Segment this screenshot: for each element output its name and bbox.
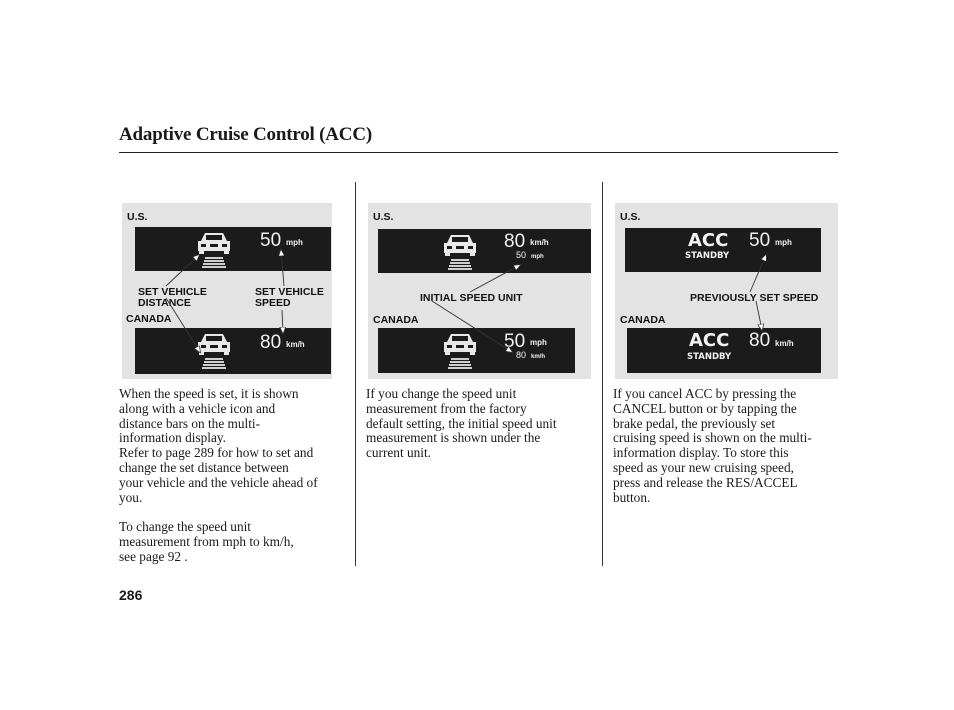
canada-display-screen: [378, 328, 575, 373]
us-display-screen: [135, 227, 331, 271]
display-panel-1: [122, 203, 332, 379]
canada-speed-value: 80: [749, 330, 771, 351]
vehicle-icon: [195, 330, 233, 372]
us-speed-value: 50: [749, 230, 771, 251]
us-label: U.S.: [620, 211, 641, 223]
column-3-text: If you cancel ACC by pressing the CANCEL button or by tapping the brake pedal, the previously set cruising speed is shown on the multi- information display. To store this speed as your new cruising speed, press and release the RES/ACCEL button.: [613, 386, 812, 505]
acc-text: ACC: [689, 330, 730, 351]
us-display-screen: [378, 229, 591, 273]
us-speed-unit: km/h: [530, 238, 549, 247]
distance-bars-icon: [448, 259, 472, 270]
distance-bars-icon: [202, 257, 226, 268]
callout-initial-speed-unit: INITIAL SPEED UNIT: [420, 292, 523, 304]
us-speed-unit: mph: [775, 238, 792, 247]
canada-display-screen: [627, 328, 821, 373]
callout-set-vehicle-distance: SET VEHICLE DISTANCE: [138, 286, 207, 309]
canada-sub-speed-unit: km/h: [531, 354, 546, 360]
acc-text: ACC: [688, 230, 729, 251]
column-2-text: If you change the speed unit measurement from the factory default setting, the initial speed unit measurement is shown under the current unit.: [366, 386, 557, 461]
vehicle-icon: [441, 231, 479, 271]
standby-text: STANDBY: [687, 352, 732, 362]
distance-bars-icon: [202, 358, 226, 369]
canada-speed-value: 80: [260, 332, 282, 353]
display-panel-3: [615, 203, 838, 379]
us-label: U.S.: [127, 211, 148, 223]
us-speed-unit: mph: [286, 238, 303, 247]
column-divider-1: [355, 182, 356, 566]
standby-text: STANDBY: [685, 251, 730, 261]
callout-set-vehicle-speed: SET VEHICLE SPEED: [255, 286, 324, 309]
column-1-text: When the speed is set, it is shown along with a vehicle icon and distance bars on the multi- information display. Refer to page 289 for how to set and change the set distance between your vehicle and the vehicle ahead of you. To change the speed unit measurement from mph to km/h, see page 92 .: [119, 386, 318, 564]
us-display-screen: [625, 228, 821, 272]
canada-label: CANADA: [373, 314, 419, 326]
display-panel-2: [368, 203, 591, 379]
column-divider-2: [602, 182, 603, 566]
distance-bars-icon: [448, 358, 472, 369]
canada-speed-unit: mph: [530, 338, 547, 347]
canada-speed-value: 50: [504, 331, 526, 352]
canada-label: CANADA: [620, 314, 666, 326]
page-title: Adaptive Cruise Control (ACC): [119, 124, 372, 145]
title-rule: [119, 152, 838, 153]
us-label: U.S.: [373, 211, 394, 223]
canada-sub-speed-value: 80: [516, 350, 527, 360]
canada-label: CANADA: [126, 313, 172, 325]
page-number: 286: [119, 587, 143, 603]
us-speed-value: 50: [260, 230, 282, 251]
canada-speed-unit: km/h: [286, 340, 305, 349]
us-speed-value: 80: [504, 231, 526, 252]
vehicle-icon: [441, 330, 479, 372]
canada-display-screen: [135, 328, 331, 374]
canada-speed-unit: km/h: [775, 339, 794, 348]
us-sub-speed-value: 50: [516, 250, 527, 260]
callout-previously-set-speed: PREVIOUSLY SET SPEED: [690, 292, 819, 304]
vehicle-icon: [195, 229, 233, 269]
us-sub-speed-unit: mph: [531, 254, 544, 260]
